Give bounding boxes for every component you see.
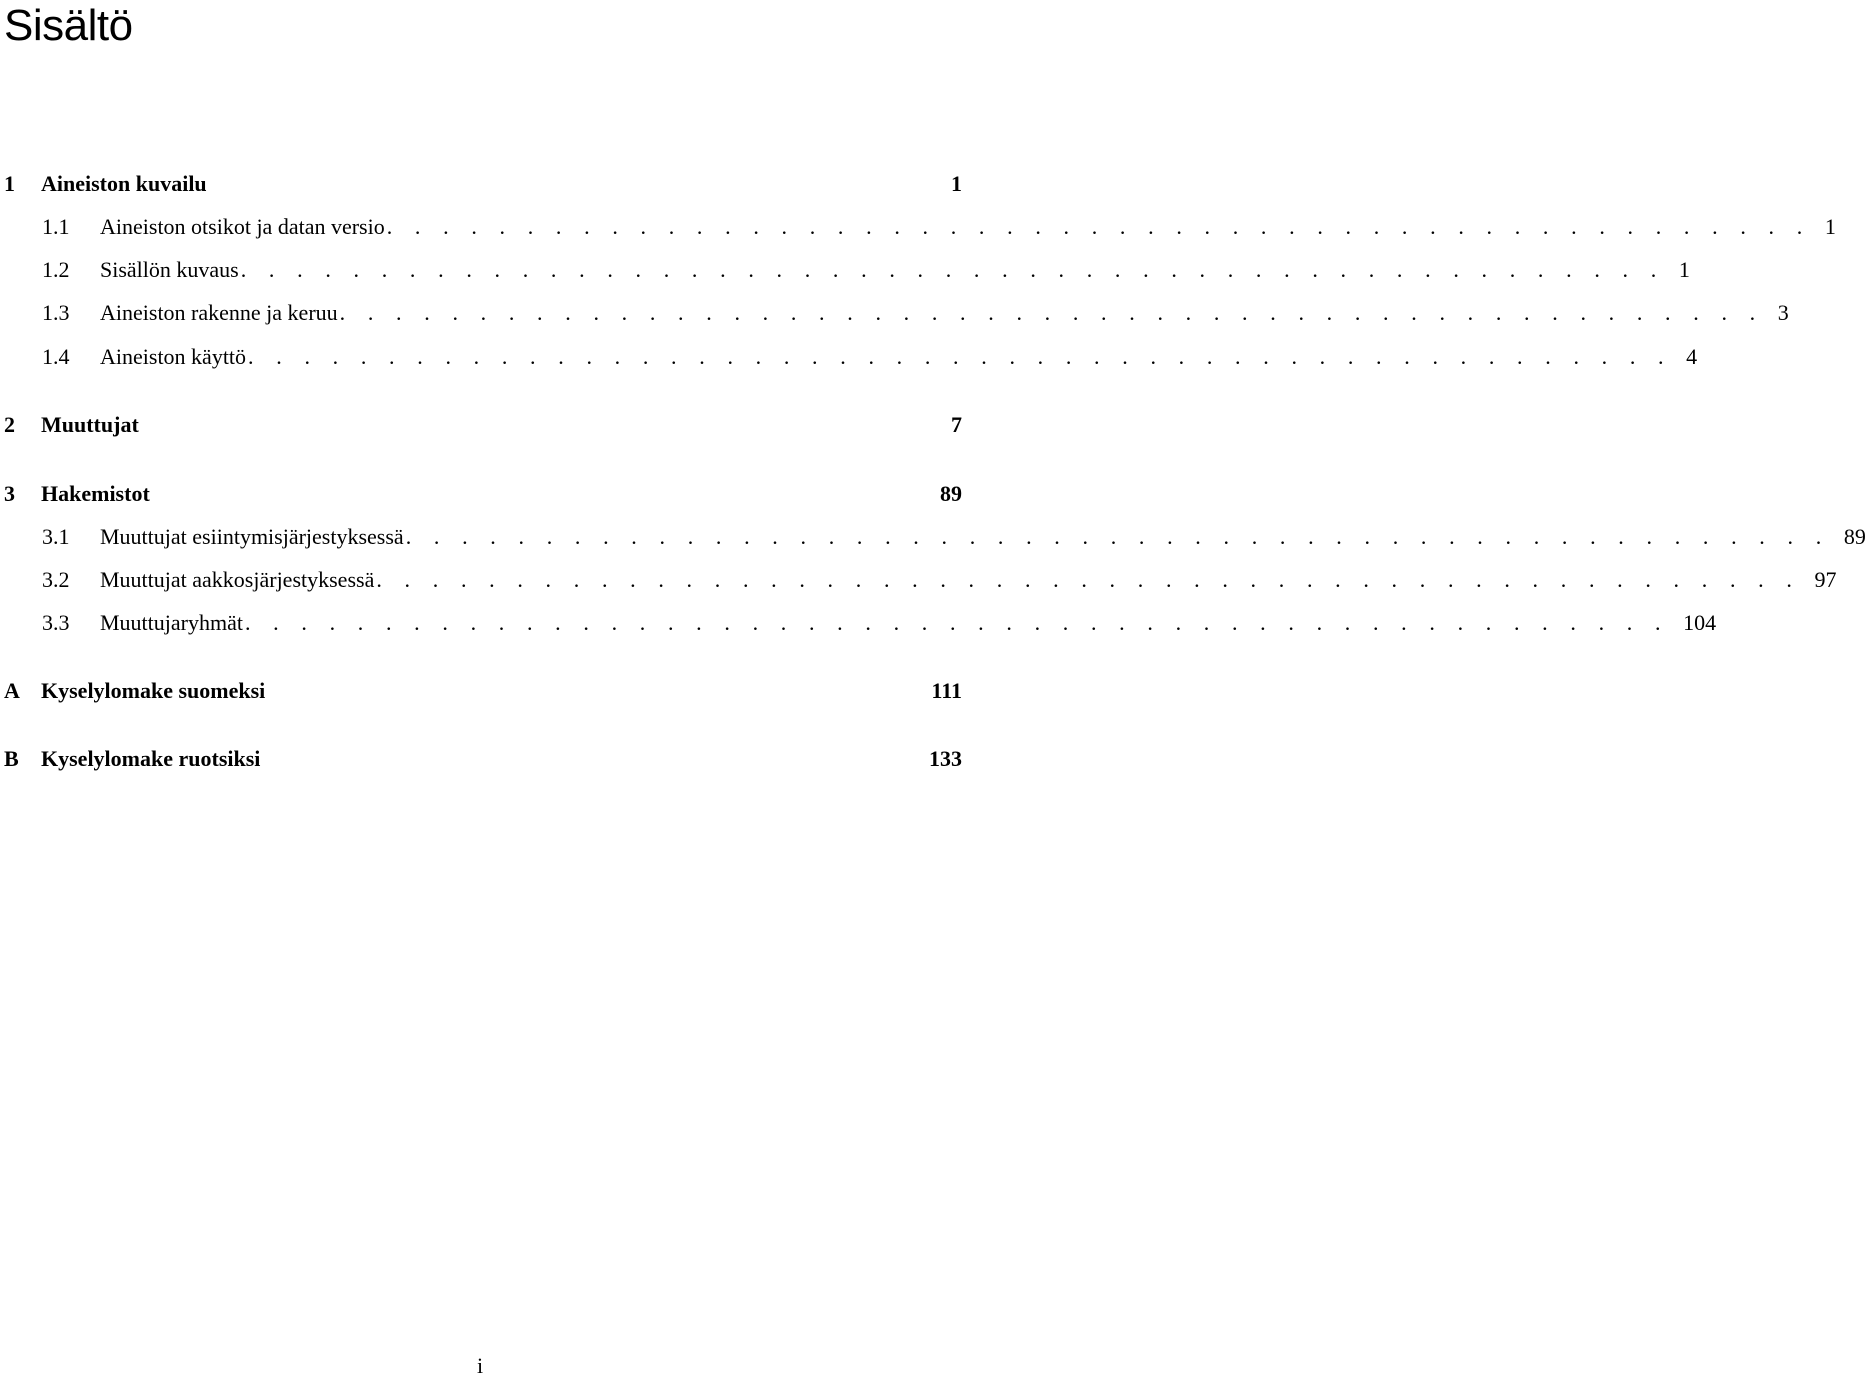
toc-entry-title: Aineiston rakenne ja keruu xyxy=(100,300,338,325)
toc-entry-number: 1.3 xyxy=(42,300,70,325)
toc-entry-page: 89 xyxy=(940,481,962,506)
toc-entry-number: 3 xyxy=(4,481,15,506)
toc-entry-page: 104 xyxy=(1683,610,1717,635)
toc-entry-section-1-3[interactable] xyxy=(0,298,1789,328)
toc-entry-title: Muuttujaryhmät xyxy=(100,610,243,635)
toc-entry-page: 1 xyxy=(1678,257,1690,282)
page-number: i xyxy=(476,1353,484,1378)
toc-entry-section-3-3[interactable] xyxy=(0,608,1717,638)
toc-entry-page: 1 xyxy=(951,171,962,196)
dot-leader: . . . . . . . . . . . . . . . . . . . . . . . . . . . . . . . . . . . . . . . . . . . . . . . . . . . xyxy=(339,300,1764,325)
toc-entry-page: 111 xyxy=(931,678,962,703)
toc-entry-title: Sisällön kuvaus xyxy=(100,257,239,282)
dot-leader: . . . . . . . . . . . . . . . . . . . . . . . . . . . . . . . . . . . . . . . . . . . . . . . . . . . xyxy=(244,610,1670,635)
dot-leader: . . . . . . . . . . . . . . . . . . . . . . . . . . . . . . . . . . . . . . . . . . . . . . . . . . . xyxy=(240,257,1665,282)
dot-leader: . . . . . . . . . . . . . . . . . . . . . . . . . . . . . . . . . . . . . . . . . . . . . . . . . . . xyxy=(248,344,1673,369)
toc-entry-page: 97 xyxy=(1814,567,1837,592)
dot-leader: . . . . . . . . . . . . . . . . . . . . . . . . . . . . . . . . . . . . . . . . . . . . . . . . . . . xyxy=(386,214,1811,239)
toc-entry-chapter-2[interactable] xyxy=(0,410,962,440)
toc-entry-number: 3.3 xyxy=(42,610,70,635)
toc-entry-page: 4 xyxy=(1686,344,1698,369)
toc-entry-appendix-a[interactable] xyxy=(0,676,962,706)
dot-leader: . . . . . . . . . . . . . . . . . . . . . . . . . . . . . . . . . . . . . . . . . . . . . . . . . . . xyxy=(376,567,1801,592)
page-title: Sisältö xyxy=(4,1,133,50)
toc-entry-number: 1.2 xyxy=(42,257,70,282)
toc-entry-title: Hakemistot xyxy=(41,481,150,506)
toc-entry-page: 133 xyxy=(929,746,962,771)
toc-entry-number: 1.1 xyxy=(42,214,70,239)
toc-entry-title: Muuttujat xyxy=(41,412,139,437)
toc-entry-number: B xyxy=(4,746,19,771)
toc-entry-number: 2 xyxy=(4,412,15,437)
toc-entry-title: Aineiston kuvailu xyxy=(41,171,207,196)
toc-entry-page: 7 xyxy=(951,412,962,437)
toc-entry-page: 1 xyxy=(1824,214,1836,239)
toc-entry-section-1-2[interactable] xyxy=(0,255,1690,285)
toc-entry-title: Aineiston otsikot ja datan versio xyxy=(100,214,385,239)
toc-entry-title: Muuttujat esiintymisjärjestyksessä xyxy=(100,524,404,549)
dot-leader: . . . . . . . . . . . . . . . . . . . . . . . . . . . . . . . . . . . . . . . . . . . . . . . . . . . xyxy=(405,524,1830,549)
toc-entry-number: A xyxy=(4,678,20,703)
toc-entry-number: 3.1 xyxy=(42,524,70,549)
toc-entry-section-1-4[interactable] xyxy=(0,342,1698,372)
toc-entry-page: 89 xyxy=(1843,524,1866,549)
toc-entry-chapter-3[interactable] xyxy=(0,479,962,509)
toc-entry-section-3-2[interactable] xyxy=(0,565,1837,595)
toc-entry-title: Muuttujat aakkosjärjestyksessä xyxy=(100,567,375,592)
toc-entry-number: 1 xyxy=(4,171,15,196)
toc-entry-title: Aineiston käyttö xyxy=(100,344,247,369)
toc-entry-appendix-b[interactable] xyxy=(0,744,962,774)
toc-entry-section-1-1[interactable] xyxy=(0,212,1836,242)
toc-entry-number: 1.4 xyxy=(42,344,70,369)
toc-entry-section-3-1[interactable] xyxy=(0,522,1866,552)
toc-entry-title: Kyselylomake suomeksi xyxy=(41,678,266,703)
toc-entry-page: 3 xyxy=(1777,300,1789,325)
toc-entry-chapter-1[interactable] xyxy=(0,169,962,199)
toc-entry-number: 3.2 xyxy=(42,567,70,592)
toc-entry-title: Kyselylomake ruotsiksi xyxy=(41,746,261,771)
